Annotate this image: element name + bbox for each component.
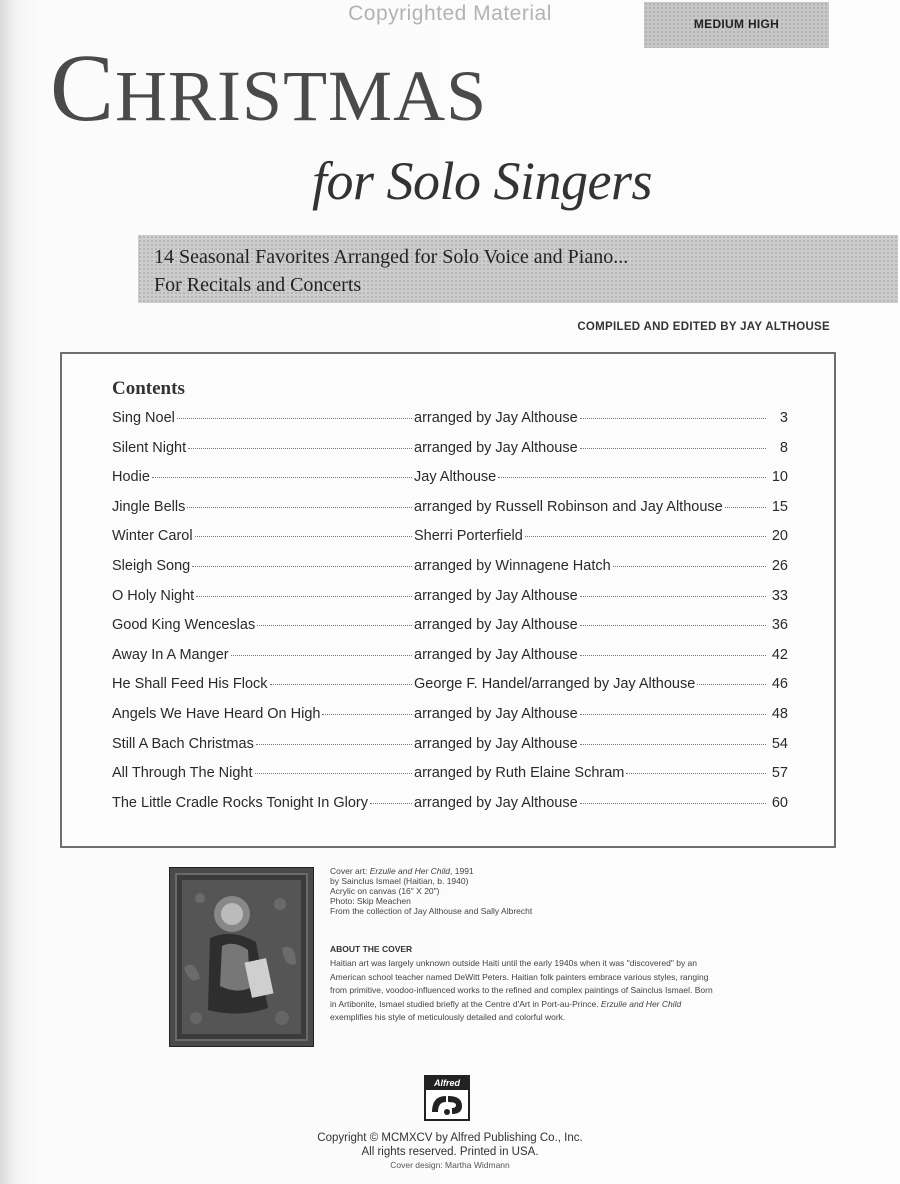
- dot-leader: [580, 625, 766, 626]
- contents-entry: [112, 499, 788, 529]
- song-credit: arranged by Jay Althouse: [414, 735, 578, 752]
- dot-leader: [580, 448, 766, 449]
- dot-leader: [196, 596, 412, 597]
- song-title: Silent Night: [112, 439, 187, 456]
- contents-entry: [112, 617, 788, 647]
- dot-leader: [580, 418, 766, 419]
- copyright-watermark: Copyrighted Material: [348, 2, 552, 25]
- credit-medium: Acrylic on canvas (16" X 20"): [330, 886, 440, 896]
- dot-leader: [613, 566, 766, 567]
- page-number: 60: [771, 794, 788, 811]
- contents-entry: [112, 558, 788, 588]
- song-credit: arranged by Russell Robinson and Jay Althouse: [414, 498, 723, 515]
- dot-leader: [322, 714, 412, 715]
- page-number: 57: [771, 765, 788, 782]
- contents-entry: [112, 795, 788, 825]
- contents-entry: [112, 706, 788, 736]
- page-number: 42: [771, 646, 788, 663]
- dot-leader: [177, 418, 412, 419]
- dot-leader: [580, 655, 766, 656]
- dot-leader: [626, 773, 766, 774]
- song-title: Sing Noel: [112, 410, 175, 426]
- page-number: 46: [771, 676, 788, 693]
- copyright-line: Copyright © MCMXCV by Alfred Publishing Co., Inc.: [317, 1132, 583, 1144]
- cover-art-credits: [330, 866, 720, 916]
- page-number: 33: [771, 587, 788, 604]
- dot-leader: [498, 477, 766, 478]
- song-title: Angels We Have Heard On High: [112, 705, 321, 722]
- dot-leader: [725, 507, 766, 508]
- dot-leader: [192, 566, 412, 567]
- copyright-notice: [0, 1131, 900, 1171]
- dot-leader: [580, 803, 766, 804]
- page-number: 54: [771, 735, 788, 752]
- page-number: 3: [779, 410, 788, 426]
- dot-leader: [255, 773, 412, 774]
- dot-leader: [580, 714, 766, 715]
- voice-range-badge: MEDIUM HIGH: [644, 2, 829, 48]
- tagline-line-2: For Recitals and Concerts: [154, 274, 362, 296]
- page-number: 20: [771, 528, 788, 545]
- page-number: 36: [771, 617, 788, 634]
- dot-leader: [187, 507, 412, 508]
- dot-leader: [580, 596, 766, 597]
- alfred-logo-wordmark: Alfred: [426, 1077, 468, 1090]
- dot-leader: [195, 536, 412, 537]
- cover-design-credit: Cover design: Martha Widmann: [390, 1160, 510, 1170]
- song-credit: arranged by Jay Althouse: [414, 617, 578, 634]
- credit-photo: Photo: Skip Meachen: [330, 896, 411, 906]
- title-rest: HRISTMAS: [115, 56, 488, 136]
- credit-artist: by Sainclus Ismael (Haitian, b. 1940): [330, 876, 469, 886]
- song-title: O Holy Night: [112, 587, 195, 604]
- tagline-banner: [138, 235, 898, 303]
- credit-artwork: Cover art: Erzulie and Her Child, 1991: [330, 866, 474, 876]
- song-title: Hodie: [112, 469, 150, 486]
- credit-collection: From the collection of Jay Althouse and Sally Albrecht: [330, 906, 533, 916]
- rights-line: All rights reserved. Printed in USA.: [361, 1146, 539, 1158]
- song-title: Away In A Manger: [112, 646, 229, 663]
- title-initial: C: [50, 34, 116, 141]
- dot-leader: [257, 625, 412, 626]
- dot-leader: [697, 684, 766, 685]
- dot-leader: [188, 448, 412, 449]
- contents-entry: [112, 736, 788, 766]
- book-title: [50, 34, 488, 141]
- contents-entry: [112, 469, 788, 499]
- song-title: Good King Wenceslas: [112, 617, 256, 634]
- song-title: Winter Carol: [112, 528, 193, 545]
- song-credit: George F. Handel/arranged by Jay Althouse: [414, 676, 696, 693]
- page-number: 15: [771, 498, 788, 515]
- dot-leader: [525, 536, 766, 537]
- contents-entry: [112, 528, 788, 558]
- tagline-line-1: 14 Seasonal Favorites Arranged for Solo Voice and Piano...: [154, 246, 629, 268]
- contents-entry: [112, 647, 788, 677]
- about-cover-text: Haitian art was largely unknown outside Haiti until the early 1940s when it was "discovered" by an American school teacher named DeWitt Peters. Haitian folk painters embrace various styles, ranging from primitive, voodoo-influenced works to the refined and complex paintings of Sainclus Ismael. Born in Artibonite, Ismael studied briefly at the Centre d'Art in Port-au-Prince. Erzulie and Her Child exemplifies his style of meticulously detailed and colorful work.: [330, 958, 713, 1022]
- song-title: Still A Bach Christmas: [112, 735, 254, 752]
- about-cover-heading: ABOUT THE COVER: [330, 944, 413, 954]
- page-number: 10: [771, 469, 788, 486]
- song-credit: arranged by Jay Althouse: [414, 705, 578, 722]
- cover-art-image: [169, 867, 314, 1047]
- page-number: 8: [779, 439, 788, 456]
- contents-entry: [112, 676, 788, 706]
- alfred-logo-mark: [426, 1090, 468, 1119]
- song-title: The Little Cradle Rocks Tonight In Glory: [112, 794, 369, 811]
- contents-entry: [112, 410, 788, 440]
- dot-leader: [370, 803, 412, 804]
- song-credit: arranged by Winnagene Hatch: [414, 557, 611, 574]
- song-title: Sleigh Song: [112, 557, 191, 574]
- dot-leader: [231, 655, 412, 656]
- page-number: 48: [771, 705, 788, 722]
- contents-heading: Contents: [112, 378, 185, 399]
- contents-entry: [112, 765, 788, 795]
- song-title: Jingle Bells: [112, 498, 186, 515]
- compiled-by: COMPILED AND EDITED BY JAY ALTHOUSE: [577, 321, 830, 333]
- song-credit: arranged by Jay Althouse: [414, 439, 578, 456]
- dot-leader: [270, 684, 412, 685]
- song-credit: arranged by Jay Althouse: [414, 794, 578, 811]
- contents-box: [60, 352, 836, 848]
- song-credit: arranged by Jay Althouse: [414, 646, 578, 663]
- dot-leader: [580, 744, 766, 745]
- song-credit: arranged by Jay Althouse: [414, 587, 578, 604]
- contents-entry: [112, 588, 788, 618]
- page-number: 26: [771, 557, 788, 574]
- contents-list: [112, 410, 788, 824]
- song-title: He Shall Feed His Flock: [112, 676, 268, 693]
- painting-illustration: [170, 868, 313, 1046]
- song-credit: Jay Althouse: [414, 469, 497, 486]
- contents-entry: [112, 440, 788, 470]
- song-credit: arranged by Ruth Elaine Schram: [414, 765, 625, 782]
- song-credit: arranged by Jay Althouse: [414, 410, 578, 426]
- song-title: All Through The Night: [112, 765, 253, 782]
- dot-leader: [152, 477, 412, 478]
- song-credit: Sherri Porterfield: [414, 528, 523, 545]
- book-subtitle: for Solo Singers: [312, 151, 653, 211]
- dot-leader: [256, 744, 412, 745]
- alfred-publisher-logo: [424, 1075, 470, 1121]
